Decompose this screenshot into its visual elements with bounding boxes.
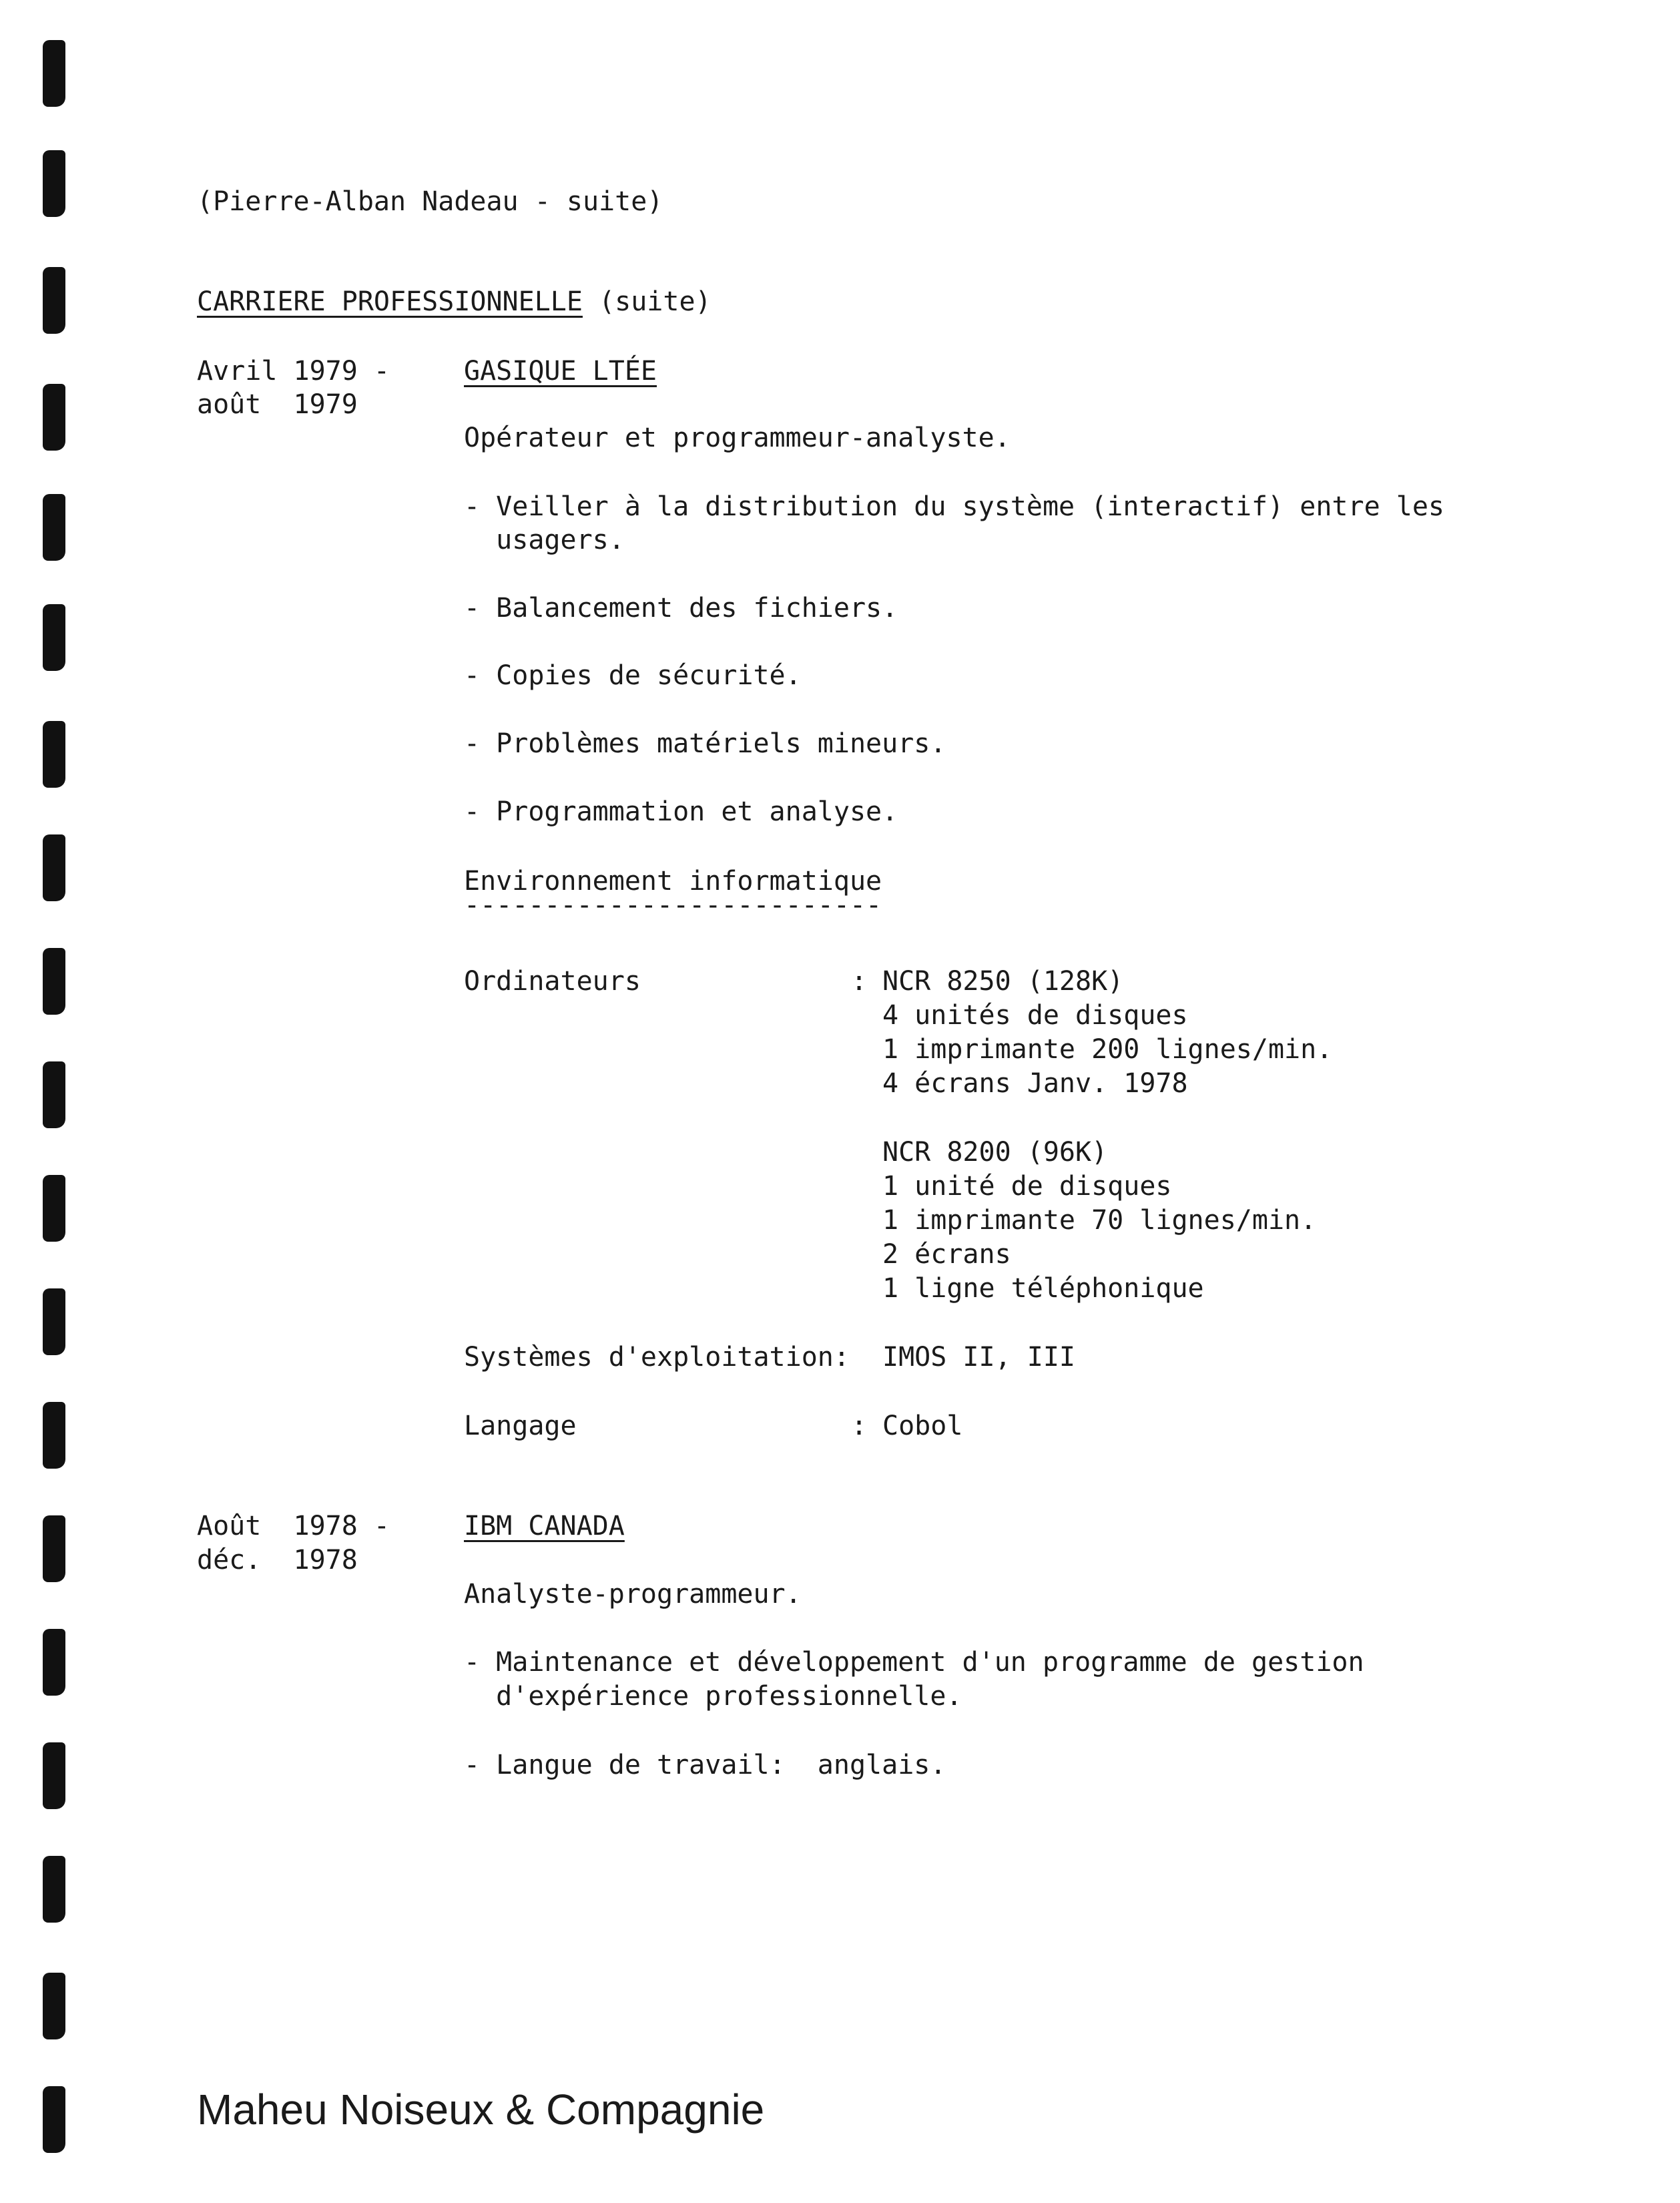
binder-hole [43,150,65,217]
language-label: Langage [464,1411,577,1441]
binder-hole [43,1402,65,1469]
computer-spec: 1 ligne téléphonique [882,1273,1204,1304]
job1-task: - Copies de sécurité. [464,660,802,691]
job2-task-continued: d'expérience professionnelle. [464,1681,962,1712]
env-rule: -------------------------- [464,890,882,921]
job1-task: - Problèmes matériels mineurs. [464,728,946,759]
computer-spec: NCR 8200 (96K) [882,1137,1108,1168]
job1-task: - Programmation et analyse. [464,796,898,827]
section-title-suffix: (suite) [599,286,712,317]
env-title: Environnement informatique [464,866,882,897]
binder-hole [43,2086,65,2153]
binder-hole [43,1742,65,1809]
binder-hole [43,1515,65,1582]
computer-spec: 4 écrans Janv. 1978 [882,1068,1188,1099]
job1-task: - Balancement des fichiers. [464,593,898,624]
binder-hole [43,1856,65,1923]
section-title [197,284,712,319]
job2-role: Analyste-programmeur. [464,1579,802,1610]
job1-company: GASIQUE LTÉE [464,356,657,387]
binder-hole [43,834,65,901]
computers-colon: : [851,966,868,997]
binder-hole [43,721,65,788]
computer-spec: 1 unité de disques [882,1171,1172,1202]
job1-role: Opérateur et programmeur-analyste. [464,423,1011,453]
computer-spec: NCR 8250 (128K) [882,966,1124,997]
computer-spec: 4 unités de disques [882,1000,1188,1031]
binder-hole [43,40,65,107]
binder-hole [43,948,65,1015]
os-value: IMOS II, III [882,1342,1075,1373]
computer-spec: 2 écrans [882,1239,1011,1270]
job2-date-start: Août 1978 - [197,1511,390,1541]
binder-hole [43,494,65,561]
binder-hole [43,1175,65,1242]
job1-task: - Veiller à la distribution du système (interactif) entre les [464,491,1445,522]
firm-footer: Maheu Noiseux & Compagnie [197,2086,765,2134]
binder-hole [43,1288,65,1355]
computer-spec: 1 imprimante 70 lignes/min. [882,1205,1317,1236]
computer-spec: 1 imprimante 200 lignes/min. [882,1034,1333,1065]
binder-hole [43,267,65,334]
job2-company: IBM CANADA [464,1511,625,1541]
language-value: Cobol [882,1411,963,1441]
language-colon: : [851,1411,868,1441]
job1-task-continued: usagers. [464,525,625,555]
binder-hole [43,1973,65,2039]
binder-hole [43,1061,65,1128]
computers-label: Ordinateurs [464,966,641,997]
job2-task: - Langue de travail: anglais. [464,1750,946,1780]
job2-date-end: déc. 1978 [197,1545,358,1575]
binder-hole [43,384,65,451]
continuation-header: (Pierre-Alban Nadeau - suite) [197,186,663,217]
job2-task: - Maintenance et développement d'un programme de gestion [464,1647,1364,1678]
job1-date-start: Avril 1979 - [197,356,390,387]
job1-date-end: août 1979 [197,389,358,420]
section-title-text: CARRIERE PROFESSIONNELLE [197,286,583,317]
binder-hole [43,1629,65,1696]
os-label: Systèmes d'exploitation: [464,1342,850,1373]
binder-hole [43,604,65,671]
